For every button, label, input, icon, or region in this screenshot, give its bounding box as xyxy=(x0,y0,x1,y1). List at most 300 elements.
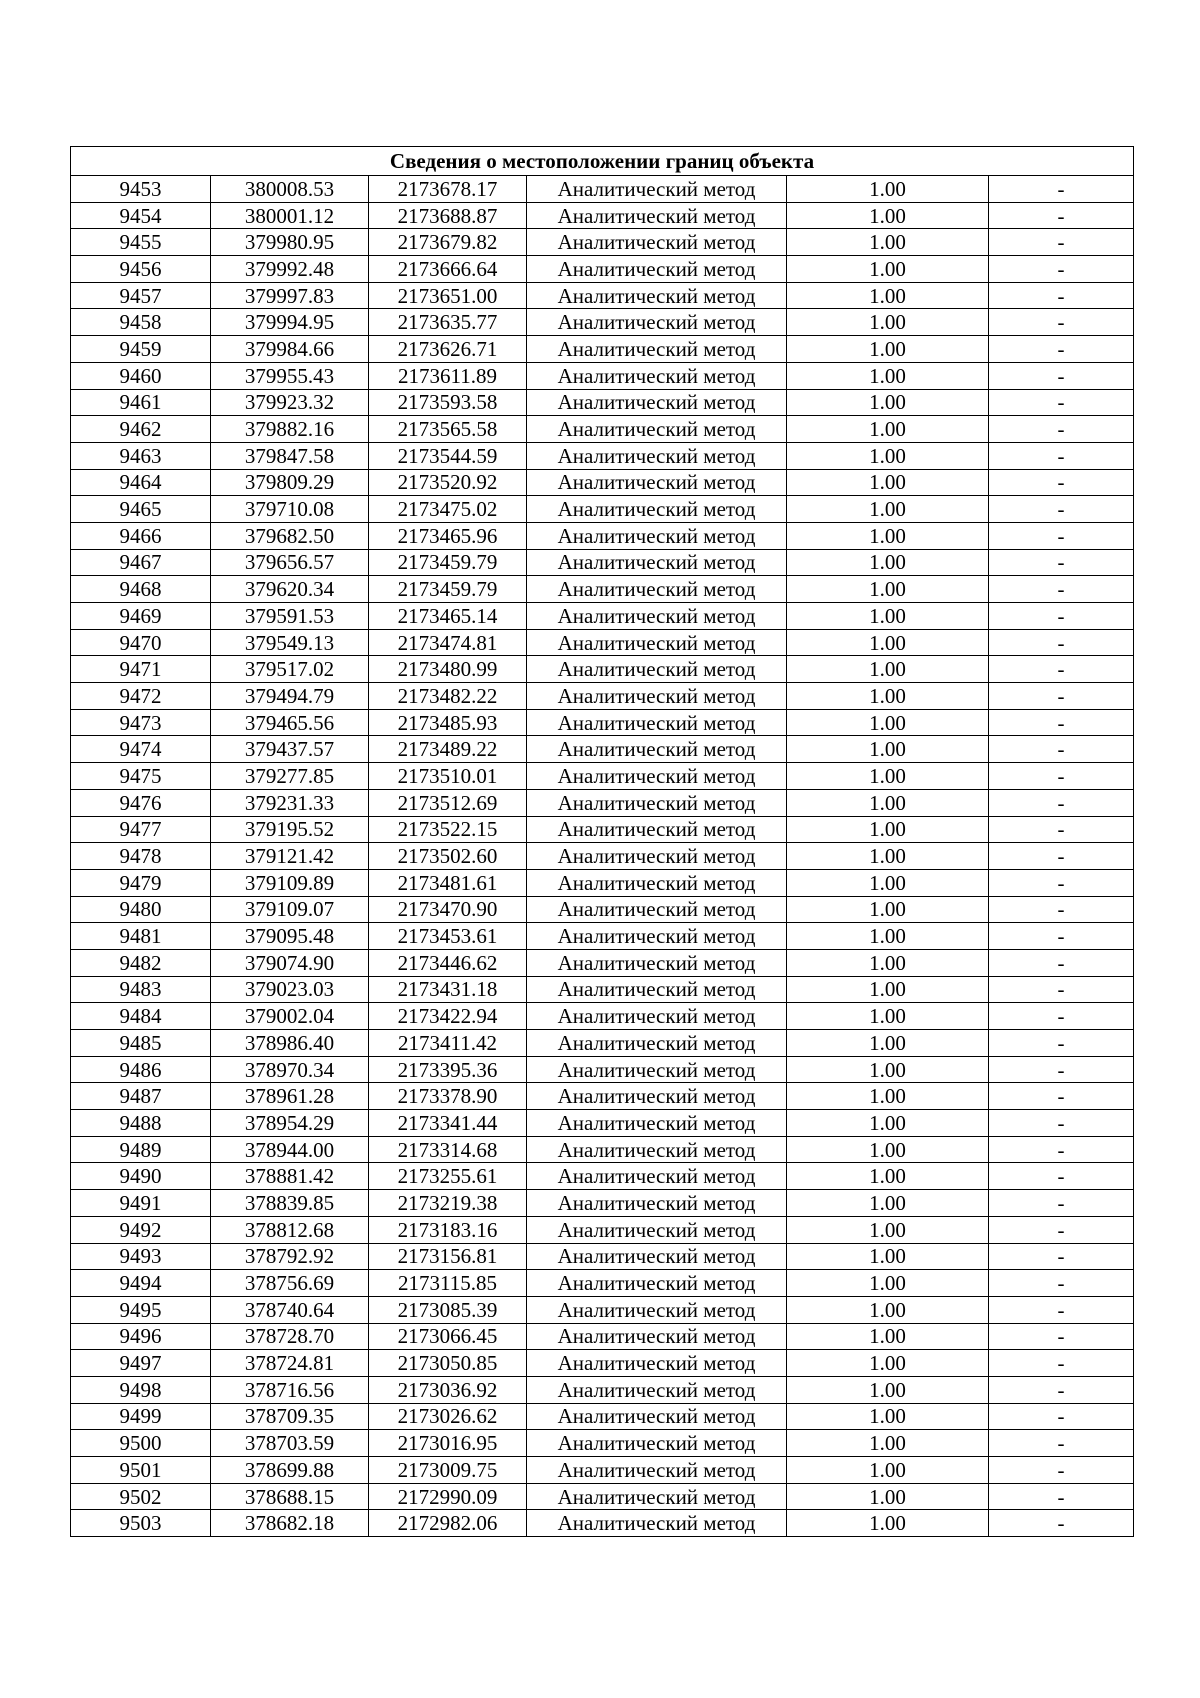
point-number-cell: 9475 xyxy=(71,763,211,790)
x-coordinate-cell: 379710.08 xyxy=(211,496,369,523)
x-coordinate-cell: 379994.95 xyxy=(211,309,369,336)
table-row xyxy=(71,816,1134,843)
method-cell: Аналитический метод xyxy=(527,1136,787,1163)
accuracy-cell: 1.00 xyxy=(787,1056,989,1083)
x-coordinate-cell: 380001.12 xyxy=(211,202,369,229)
accuracy-cell: 1.00 xyxy=(787,309,989,336)
method-cell: Аналитический метод xyxy=(527,923,787,950)
point-number-cell: 9485 xyxy=(71,1030,211,1057)
y-coordinate-cell: 2173666.64 xyxy=(369,256,527,283)
x-coordinate-cell: 378792.92 xyxy=(211,1243,369,1270)
accuracy-cell: 1.00 xyxy=(787,1457,989,1484)
x-coordinate-cell: 379195.52 xyxy=(211,816,369,843)
accuracy-cell: 1.00 xyxy=(787,1296,989,1323)
y-coordinate-cell: 2173050.85 xyxy=(369,1350,527,1377)
method-cell: Аналитический метод xyxy=(527,1003,787,1030)
table-row xyxy=(71,629,1134,656)
description-cell: - xyxy=(989,362,1134,389)
table-row xyxy=(71,869,1134,896)
method-cell: Аналитический метод xyxy=(527,1483,787,1510)
table-row xyxy=(71,789,1134,816)
point-number-cell: 9470 xyxy=(71,629,211,656)
method-cell: Аналитический метод xyxy=(527,1296,787,1323)
method-cell: Аналитический метод xyxy=(527,1243,787,1270)
y-coordinate-cell: 2173678.17 xyxy=(369,176,527,203)
y-coordinate-cell: 2173489.22 xyxy=(369,736,527,763)
x-coordinate-cell: 378699.88 xyxy=(211,1457,369,1484)
table-row xyxy=(71,1056,1134,1083)
x-coordinate-cell: 379992.48 xyxy=(211,256,369,283)
table-row xyxy=(71,1430,1134,1457)
point-number-cell: 9501 xyxy=(71,1457,211,1484)
y-coordinate-cell: 2173395.36 xyxy=(369,1056,527,1083)
y-coordinate-cell: 2173341.44 xyxy=(369,1110,527,1137)
point-number-cell: 9467 xyxy=(71,549,211,576)
y-coordinate-cell: 2173459.79 xyxy=(369,549,527,576)
x-coordinate-cell: 378881.42 xyxy=(211,1163,369,1190)
y-coordinate-cell: 2173481.61 xyxy=(369,869,527,896)
description-cell: - xyxy=(989,1350,1134,1377)
y-coordinate-cell: 2173480.99 xyxy=(369,656,527,683)
description-cell: - xyxy=(989,763,1134,790)
accuracy-cell: 1.00 xyxy=(787,683,989,710)
x-coordinate-cell: 379002.04 xyxy=(211,1003,369,1030)
method-cell: Аналитический метод xyxy=(527,389,787,416)
table-row xyxy=(71,282,1134,309)
point-number-cell: 9480 xyxy=(71,896,211,923)
method-cell: Аналитический метод xyxy=(527,1163,787,1190)
accuracy-cell: 1.00 xyxy=(787,1243,989,1270)
description-cell: - xyxy=(989,1323,1134,1350)
description-cell: - xyxy=(989,1430,1134,1457)
accuracy-cell: 1.00 xyxy=(787,229,989,256)
point-number-cell: 9454 xyxy=(71,202,211,229)
description-cell: - xyxy=(989,976,1134,1003)
accuracy-cell: 1.00 xyxy=(787,949,989,976)
y-coordinate-cell: 2173626.71 xyxy=(369,336,527,363)
y-coordinate-cell: 2173512.69 xyxy=(369,789,527,816)
x-coordinate-cell: 378740.64 xyxy=(211,1296,369,1323)
description-cell: - xyxy=(989,789,1134,816)
description-cell: - xyxy=(989,1296,1134,1323)
method-cell: Аналитический метод xyxy=(527,362,787,389)
table-row xyxy=(71,843,1134,870)
table-row xyxy=(71,202,1134,229)
y-coordinate-cell: 2172990.09 xyxy=(369,1483,527,1510)
table-row xyxy=(71,976,1134,1003)
accuracy-cell: 1.00 xyxy=(787,736,989,763)
x-coordinate-cell: 379809.29 xyxy=(211,469,369,496)
method-cell: Аналитический метод xyxy=(527,629,787,656)
accuracy-cell: 1.00 xyxy=(787,1350,989,1377)
table-row xyxy=(71,176,1134,203)
table-row xyxy=(71,763,1134,790)
point-number-cell: 9502 xyxy=(71,1483,211,1510)
x-coordinate-cell: 378728.70 xyxy=(211,1323,369,1350)
method-cell: Аналитический метод xyxy=(527,282,787,309)
x-coordinate-cell: 378839.85 xyxy=(211,1190,369,1217)
y-coordinate-cell: 2173593.58 xyxy=(369,389,527,416)
x-coordinate-cell: 378716.56 xyxy=(211,1376,369,1403)
method-cell: Аналитический метод xyxy=(527,1376,787,1403)
description-cell: - xyxy=(989,1030,1134,1057)
description-cell: - xyxy=(989,229,1134,256)
accuracy-cell: 1.00 xyxy=(787,389,989,416)
table-row xyxy=(71,389,1134,416)
point-number-cell: 9459 xyxy=(71,336,211,363)
point-number-cell: 9497 xyxy=(71,1350,211,1377)
accuracy-cell: 1.00 xyxy=(787,202,989,229)
description-cell: - xyxy=(989,469,1134,496)
table-row xyxy=(71,1296,1134,1323)
description-cell: - xyxy=(989,1216,1134,1243)
table-row xyxy=(71,1270,1134,1297)
x-coordinate-cell: 378954.29 xyxy=(211,1110,369,1137)
table-row xyxy=(71,336,1134,363)
accuracy-cell: 1.00 xyxy=(787,496,989,523)
y-coordinate-cell: 2173453.61 xyxy=(369,923,527,950)
description-cell: - xyxy=(989,896,1134,923)
y-coordinate-cell: 2173431.18 xyxy=(369,976,527,1003)
y-coordinate-cell: 2173411.42 xyxy=(369,1030,527,1057)
method-cell: Аналитический метод xyxy=(527,976,787,1003)
description-cell: - xyxy=(989,1457,1134,1484)
table-row xyxy=(71,1323,1134,1350)
accuracy-cell: 1.00 xyxy=(787,869,989,896)
y-coordinate-cell: 2173635.77 xyxy=(369,309,527,336)
description-cell: - xyxy=(989,656,1134,683)
accuracy-cell: 1.00 xyxy=(787,843,989,870)
point-number-cell: 9486 xyxy=(71,1056,211,1083)
table-row xyxy=(71,603,1134,630)
method-cell: Аналитический метод xyxy=(527,843,787,870)
y-coordinate-cell: 2173156.81 xyxy=(369,1243,527,1270)
y-coordinate-cell: 2173482.22 xyxy=(369,683,527,710)
description-cell: - xyxy=(989,416,1134,443)
description-cell: - xyxy=(989,1510,1134,1537)
boundary-coordinates-table xyxy=(70,146,1134,1537)
accuracy-cell: 1.00 xyxy=(787,1163,989,1190)
method-cell: Аналитический метод xyxy=(527,1190,787,1217)
x-coordinate-cell: 378756.69 xyxy=(211,1270,369,1297)
table-row xyxy=(71,576,1134,603)
table-row xyxy=(71,1216,1134,1243)
accuracy-cell: 1.00 xyxy=(787,336,989,363)
description-cell: - xyxy=(989,816,1134,843)
table-row xyxy=(71,229,1134,256)
x-coordinate-cell: 379620.34 xyxy=(211,576,369,603)
method-cell: Аналитический метод xyxy=(527,1403,787,1430)
x-coordinate-cell: 379074.90 xyxy=(211,949,369,976)
description-cell: - xyxy=(989,1056,1134,1083)
point-number-cell: 9468 xyxy=(71,576,211,603)
method-cell: Аналитический метод xyxy=(527,1056,787,1083)
accuracy-cell: 1.00 xyxy=(787,416,989,443)
accuracy-cell: 1.00 xyxy=(787,789,989,816)
description-cell: - xyxy=(989,256,1134,283)
description-cell: - xyxy=(989,1376,1134,1403)
method-cell: Аналитический метод xyxy=(527,1270,787,1297)
x-coordinate-cell: 378812.68 xyxy=(211,1216,369,1243)
y-coordinate-cell: 2173446.62 xyxy=(369,949,527,976)
y-coordinate-cell: 2173219.38 xyxy=(369,1190,527,1217)
accuracy-cell: 1.00 xyxy=(787,603,989,630)
accuracy-cell: 1.00 xyxy=(787,1483,989,1510)
method-cell: Аналитический метод xyxy=(527,1350,787,1377)
point-number-cell: 9463 xyxy=(71,442,211,469)
table-row xyxy=(71,1110,1134,1137)
point-number-cell: 9473 xyxy=(71,709,211,736)
x-coordinate-cell: 379465.56 xyxy=(211,709,369,736)
x-coordinate-cell: 380008.53 xyxy=(211,176,369,203)
method-cell: Аналитический метод xyxy=(527,1510,787,1537)
accuracy-cell: 1.00 xyxy=(787,656,989,683)
point-number-cell: 9464 xyxy=(71,469,211,496)
description-cell: - xyxy=(989,309,1134,336)
description-cell: - xyxy=(989,1190,1134,1217)
y-coordinate-cell: 2173066.45 xyxy=(369,1323,527,1350)
description-cell: - xyxy=(989,202,1134,229)
y-coordinate-cell: 2173679.82 xyxy=(369,229,527,256)
method-cell: Аналитический метод xyxy=(527,1110,787,1137)
x-coordinate-cell: 379231.33 xyxy=(211,789,369,816)
method-cell: Аналитический метод xyxy=(527,1216,787,1243)
y-coordinate-cell: 2173475.02 xyxy=(369,496,527,523)
table-row xyxy=(71,256,1134,283)
x-coordinate-cell: 379109.07 xyxy=(211,896,369,923)
accuracy-cell: 1.00 xyxy=(787,1510,989,1537)
accuracy-cell: 1.00 xyxy=(787,576,989,603)
accuracy-cell: 1.00 xyxy=(787,1190,989,1217)
method-cell: Аналитический метод xyxy=(527,416,787,443)
accuracy-cell: 1.00 xyxy=(787,1216,989,1243)
table-row xyxy=(71,1003,1134,1030)
table-row xyxy=(71,496,1134,523)
point-number-cell: 9456 xyxy=(71,256,211,283)
table-row xyxy=(71,309,1134,336)
x-coordinate-cell: 378944.00 xyxy=(211,1136,369,1163)
accuracy-cell: 1.00 xyxy=(787,1136,989,1163)
method-cell: Аналитический метод xyxy=(527,176,787,203)
point-number-cell: 9453 xyxy=(71,176,211,203)
accuracy-cell: 1.00 xyxy=(787,469,989,496)
table-row xyxy=(71,1083,1134,1110)
description-cell: - xyxy=(989,603,1134,630)
accuracy-cell: 1.00 xyxy=(787,1270,989,1297)
table-row xyxy=(71,442,1134,469)
method-cell: Аналитический метод xyxy=(527,1323,787,1350)
accuracy-cell: 1.00 xyxy=(787,549,989,576)
description-cell: - xyxy=(989,576,1134,603)
table-row xyxy=(71,1457,1134,1484)
description-cell: - xyxy=(989,336,1134,363)
description-cell: - xyxy=(989,843,1134,870)
description-cell: - xyxy=(989,1403,1134,1430)
point-number-cell: 9481 xyxy=(71,923,211,950)
point-number-cell: 9458 xyxy=(71,309,211,336)
y-coordinate-cell: 2173085.39 xyxy=(369,1296,527,1323)
table-row xyxy=(71,1510,1134,1537)
accuracy-cell: 1.00 xyxy=(787,362,989,389)
method-cell: Аналитический метод xyxy=(527,816,787,843)
table-row xyxy=(71,416,1134,443)
y-coordinate-cell: 2173255.61 xyxy=(369,1163,527,1190)
accuracy-cell: 1.00 xyxy=(787,923,989,950)
accuracy-cell: 1.00 xyxy=(787,709,989,736)
table-row xyxy=(71,923,1134,950)
x-coordinate-cell: 379980.95 xyxy=(211,229,369,256)
table-row xyxy=(71,1243,1134,1270)
accuracy-cell: 1.00 xyxy=(787,763,989,790)
point-number-cell: 9474 xyxy=(71,736,211,763)
point-number-cell: 9495 xyxy=(71,1296,211,1323)
method-cell: Аналитический метод xyxy=(527,1430,787,1457)
accuracy-cell: 1.00 xyxy=(787,1376,989,1403)
table-row xyxy=(71,1376,1134,1403)
point-number-cell: 9455 xyxy=(71,229,211,256)
method-cell: Аналитический метод xyxy=(527,336,787,363)
description-cell: - xyxy=(989,1136,1134,1163)
point-number-cell: 9461 xyxy=(71,389,211,416)
description-cell: - xyxy=(989,949,1134,976)
method-cell: Аналитический метод xyxy=(527,603,787,630)
y-coordinate-cell: 2173474.81 xyxy=(369,629,527,656)
table-row xyxy=(71,949,1134,976)
point-number-cell: 9478 xyxy=(71,843,211,870)
point-number-cell: 9466 xyxy=(71,522,211,549)
description-cell: - xyxy=(989,282,1134,309)
x-coordinate-cell: 379494.79 xyxy=(211,683,369,710)
accuracy-cell: 1.00 xyxy=(787,896,989,923)
y-coordinate-cell: 2173036.92 xyxy=(369,1376,527,1403)
x-coordinate-cell: 379277.85 xyxy=(211,763,369,790)
method-cell: Аналитический метод xyxy=(527,1083,787,1110)
x-coordinate-cell: 378970.34 xyxy=(211,1056,369,1083)
y-coordinate-cell: 2173009.75 xyxy=(369,1457,527,1484)
y-coordinate-cell: 2173465.14 xyxy=(369,603,527,630)
x-coordinate-cell: 379682.50 xyxy=(211,522,369,549)
point-number-cell: 9490 xyxy=(71,1163,211,1190)
method-cell: Аналитический метод xyxy=(527,522,787,549)
accuracy-cell: 1.00 xyxy=(787,1110,989,1137)
point-number-cell: 9487 xyxy=(71,1083,211,1110)
table-row xyxy=(71,1030,1134,1057)
y-coordinate-cell: 2173115.85 xyxy=(369,1270,527,1297)
table-row xyxy=(71,683,1134,710)
method-cell: Аналитический метод xyxy=(527,656,787,683)
y-coordinate-cell: 2173465.96 xyxy=(369,522,527,549)
x-coordinate-cell: 378682.18 xyxy=(211,1510,369,1537)
y-coordinate-cell: 2172982.06 xyxy=(369,1510,527,1537)
point-number-cell: 9496 xyxy=(71,1323,211,1350)
table-row xyxy=(71,1483,1134,1510)
description-cell: - xyxy=(989,709,1134,736)
accuracy-cell: 1.00 xyxy=(787,1403,989,1430)
description-cell: - xyxy=(989,522,1134,549)
method-cell: Аналитический метод xyxy=(527,309,787,336)
method-cell: Аналитический метод xyxy=(527,709,787,736)
point-number-cell: 9476 xyxy=(71,789,211,816)
point-number-cell: 9483 xyxy=(71,976,211,1003)
point-number-cell: 9484 xyxy=(71,1003,211,1030)
method-cell: Аналитический метод xyxy=(527,789,787,816)
x-coordinate-cell: 379656.57 xyxy=(211,549,369,576)
description-cell: - xyxy=(989,1243,1134,1270)
x-coordinate-cell: 379847.58 xyxy=(211,442,369,469)
x-coordinate-cell: 378703.59 xyxy=(211,1430,369,1457)
table-row xyxy=(71,1403,1134,1430)
point-number-cell: 9457 xyxy=(71,282,211,309)
point-number-cell: 9472 xyxy=(71,683,211,710)
y-coordinate-cell: 2173502.60 xyxy=(369,843,527,870)
method-cell: Аналитический метод xyxy=(527,736,787,763)
table-row xyxy=(71,736,1134,763)
point-number-cell: 9488 xyxy=(71,1110,211,1137)
point-number-cell: 9493 xyxy=(71,1243,211,1270)
table-row xyxy=(71,362,1134,389)
description-cell: - xyxy=(989,176,1134,203)
method-cell: Аналитический метод xyxy=(527,202,787,229)
description-cell: - xyxy=(989,1110,1134,1137)
description-cell: - xyxy=(989,442,1134,469)
y-coordinate-cell: 2173565.58 xyxy=(369,416,527,443)
description-cell: - xyxy=(989,496,1134,523)
accuracy-cell: 1.00 xyxy=(787,1003,989,1030)
accuracy-cell: 1.00 xyxy=(787,976,989,1003)
x-coordinate-cell: 379591.53 xyxy=(211,603,369,630)
accuracy-cell: 1.00 xyxy=(787,1323,989,1350)
table-row xyxy=(71,1190,1134,1217)
y-coordinate-cell: 2173688.87 xyxy=(369,202,527,229)
y-coordinate-cell: 2173544.59 xyxy=(369,442,527,469)
point-number-cell: 9494 xyxy=(71,1270,211,1297)
description-cell: - xyxy=(989,389,1134,416)
accuracy-cell: 1.00 xyxy=(787,629,989,656)
point-number-cell: 9477 xyxy=(71,816,211,843)
table-title-row xyxy=(71,147,1134,176)
method-cell: Аналитический метод xyxy=(527,1457,787,1484)
y-coordinate-cell: 2173459.79 xyxy=(369,576,527,603)
x-coordinate-cell: 379095.48 xyxy=(211,923,369,950)
y-coordinate-cell: 2173183.16 xyxy=(369,1216,527,1243)
point-number-cell: 9489 xyxy=(71,1136,211,1163)
x-coordinate-cell: 379549.13 xyxy=(211,629,369,656)
method-cell: Аналитический метод xyxy=(527,229,787,256)
method-cell: Аналитический метод xyxy=(527,496,787,523)
point-number-cell: 9471 xyxy=(71,656,211,683)
point-number-cell: 9479 xyxy=(71,869,211,896)
accuracy-cell: 1.00 xyxy=(787,1030,989,1057)
x-coordinate-cell: 378709.35 xyxy=(211,1403,369,1430)
x-coordinate-cell: 379517.02 xyxy=(211,656,369,683)
point-number-cell: 9499 xyxy=(71,1403,211,1430)
method-cell: Аналитический метод xyxy=(527,256,787,283)
description-cell: - xyxy=(989,629,1134,656)
accuracy-cell: 1.00 xyxy=(787,522,989,549)
y-coordinate-cell: 2173314.68 xyxy=(369,1136,527,1163)
accuracy-cell: 1.00 xyxy=(787,1430,989,1457)
method-cell: Аналитический метод xyxy=(527,442,787,469)
x-coordinate-cell: 379023.03 xyxy=(211,976,369,1003)
method-cell: Аналитический метод xyxy=(527,1030,787,1057)
x-coordinate-cell: 379923.32 xyxy=(211,389,369,416)
method-cell: Аналитический метод xyxy=(527,869,787,896)
point-number-cell: 9460 xyxy=(71,362,211,389)
method-cell: Аналитический метод xyxy=(527,763,787,790)
table-row xyxy=(71,1163,1134,1190)
method-cell: Аналитический метод xyxy=(527,549,787,576)
description-cell: - xyxy=(989,549,1134,576)
